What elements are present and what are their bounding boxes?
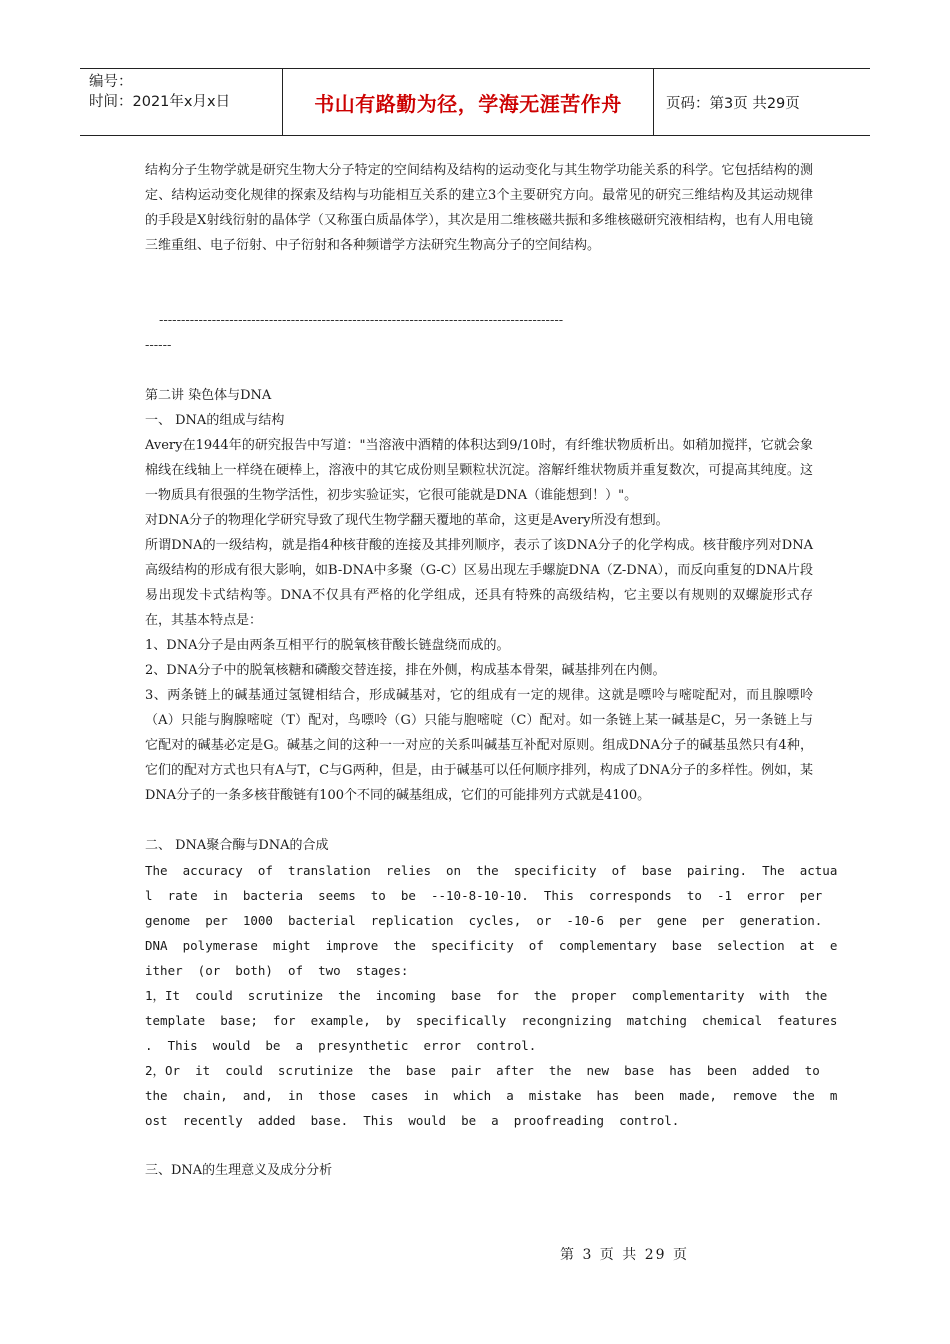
- number-label: 编号：: [89, 74, 133, 90]
- revolution-paragraph: 对DNA分子的物理化学研究导致了现代生物学翻天覆地的革命，这更是Avery所没有想到。: [145, 513, 669, 528]
- english-line: The accuracy of translation relies on the specificity of base pairing. The actua: [145, 863, 838, 878]
- avery-paragraph: Avery在1944年的研究报告中写道："当溶液中酒精的体积达到9/10时，有纤维状物质析出。如稍加搅拌，它就会象棉线在线轴上一样绕在硬棒上，溶液中的其它成份则呈颗粒状沉淀。溶解纤维状物质并重复数次，可提高其纯度。这一物质具有很强的生物学活性，初步实验证实，它很可能就是DNA（谁能想到！）"。: [145, 438, 813, 503]
- separator-line-tail: ------: [145, 338, 172, 353]
- english-line: genome per 1000 bacterial replication cycles, or -10-6 per gene per generation.: [145, 913, 823, 928]
- section-1-title: 一、 DNA的组成与结构: [145, 413, 285, 428]
- point-1: 1、DNA分子是由两条互相平行的脱氧核苷酸长链盘绕而成的。: [145, 638, 510, 653]
- header-table: [80, 68, 870, 136]
- primary-structure-paragraph: 所谓DNA的一级结构，就是指4种核苷酸的连接及其排列顺序，表示了该DNA分子的化学构成。核苷酸序列对DNA高级结构的形成有很大影响，如B-DNA中多聚（G-C）区易出现左手螺旋DNA（Z-DNA），而反向重复的DNA片段易出现发卡式结构等。DNA不仅具有严格的化学组成，还具有特殊的高级结构，它主要以有规则的双螺旋形式存在，其基本特点是：: [145, 538, 813, 628]
- english-text-block: [145, 858, 838, 1133]
- english-line: template base; for example, by specifically recongnizing matching chemical features: [145, 1013, 838, 1028]
- english-line: the chain, and, in those cases in which a mistake has been made, remove the m: [145, 1088, 838, 1103]
- header-meta: [80, 69, 283, 135]
- point-2: 2、DNA分子中的脱氧核糖和磷酸交替连接，排在外侧，构成基本骨架，碱基排列在内侧。: [145, 663, 666, 678]
- header-page-info: 页码：第3页 共29页: [666, 95, 800, 112]
- english-line: . This would be a presynthetic error control.: [145, 1038, 537, 1053]
- separator-line: --------------------------------------------------------------------------------------------: [159, 313, 564, 328]
- english-line: l rate in bacteria seems to be --10-8-10-10. This corresponds to -1 error per: [145, 888, 823, 903]
- point-3: 3、两条链上的碱基通过氢键相结合，形成碱基对，它的组成有一定的规律。这就是嘌呤与嘧啶配对，而且腺嘌呤（A）只能与胸腺嘧啶（T）配对，鸟嘌呤（G）只能与胞嘧啶（C）配对。如一条链上某一碱基是C，另一条链上与它配对的碱基必定是G。碱基之间的这种一一对应的关系叫碱基互补配对原则。组成DNA分子的碱基虽然只有4种，它们的配对方式也只有A与T，C与G两种，但是，由于碱基可以任何顺序排列，构成了DNA分子的多样性。例如，某DNA分子的一条多核苷酸链有100个不同的碱基组成，它们的可能排列方式就是4100。: [145, 688, 813, 803]
- english-line: ither (or both) of two stages:: [145, 963, 409, 978]
- header-motto: 书山有路勤为径，学海无涯苦作舟: [283, 69, 654, 135]
- page-footer: 第 3 页 共 29 页: [560, 1247, 689, 1263]
- intro-paragraph: 结构分子生物学就是研究生物大分子特定的空间结构及结构的运动变化与其生物学功能关系的科学。它包括结构的测定、结构运动变化规律的探索及结构与功能相互关系的建立3个主要研究方向。最常见的研究三维结构及其运动规律的手段是X射线衍射的晶体学（又称蛋白质晶体学），其次是用二维核磁共振和多维核磁研究液相结构，也有人用电镜三维重组、电子衍射、中子衍射和各种频谱学方法研究生物高分子的空间结构。: [145, 163, 813, 253]
- english-line: 1，It could scrutinize the incoming base for the proper complementarity with the: [145, 988, 828, 1003]
- english-line: DNA polymerase might improve the specificity of complementary base selection at e: [145, 938, 838, 953]
- english-line: 2，Or it could scrutinize the base pair after the new base has been added to: [145, 1063, 820, 1078]
- lecture-title: 第二讲 染色体与DNA: [145, 388, 272, 403]
- time-label: 时间：2021年x月x日: [89, 94, 231, 110]
- section-3-title: 三、DNA的生理意义及成分分析: [145, 1163, 333, 1178]
- english-line: ost recently added base. This would be a proofreading control.: [145, 1113, 680, 1128]
- section-2-title: 二、 DNA聚合酶与DNA的合成: [145, 838, 329, 853]
- document-body: [145, 158, 838, 1183]
